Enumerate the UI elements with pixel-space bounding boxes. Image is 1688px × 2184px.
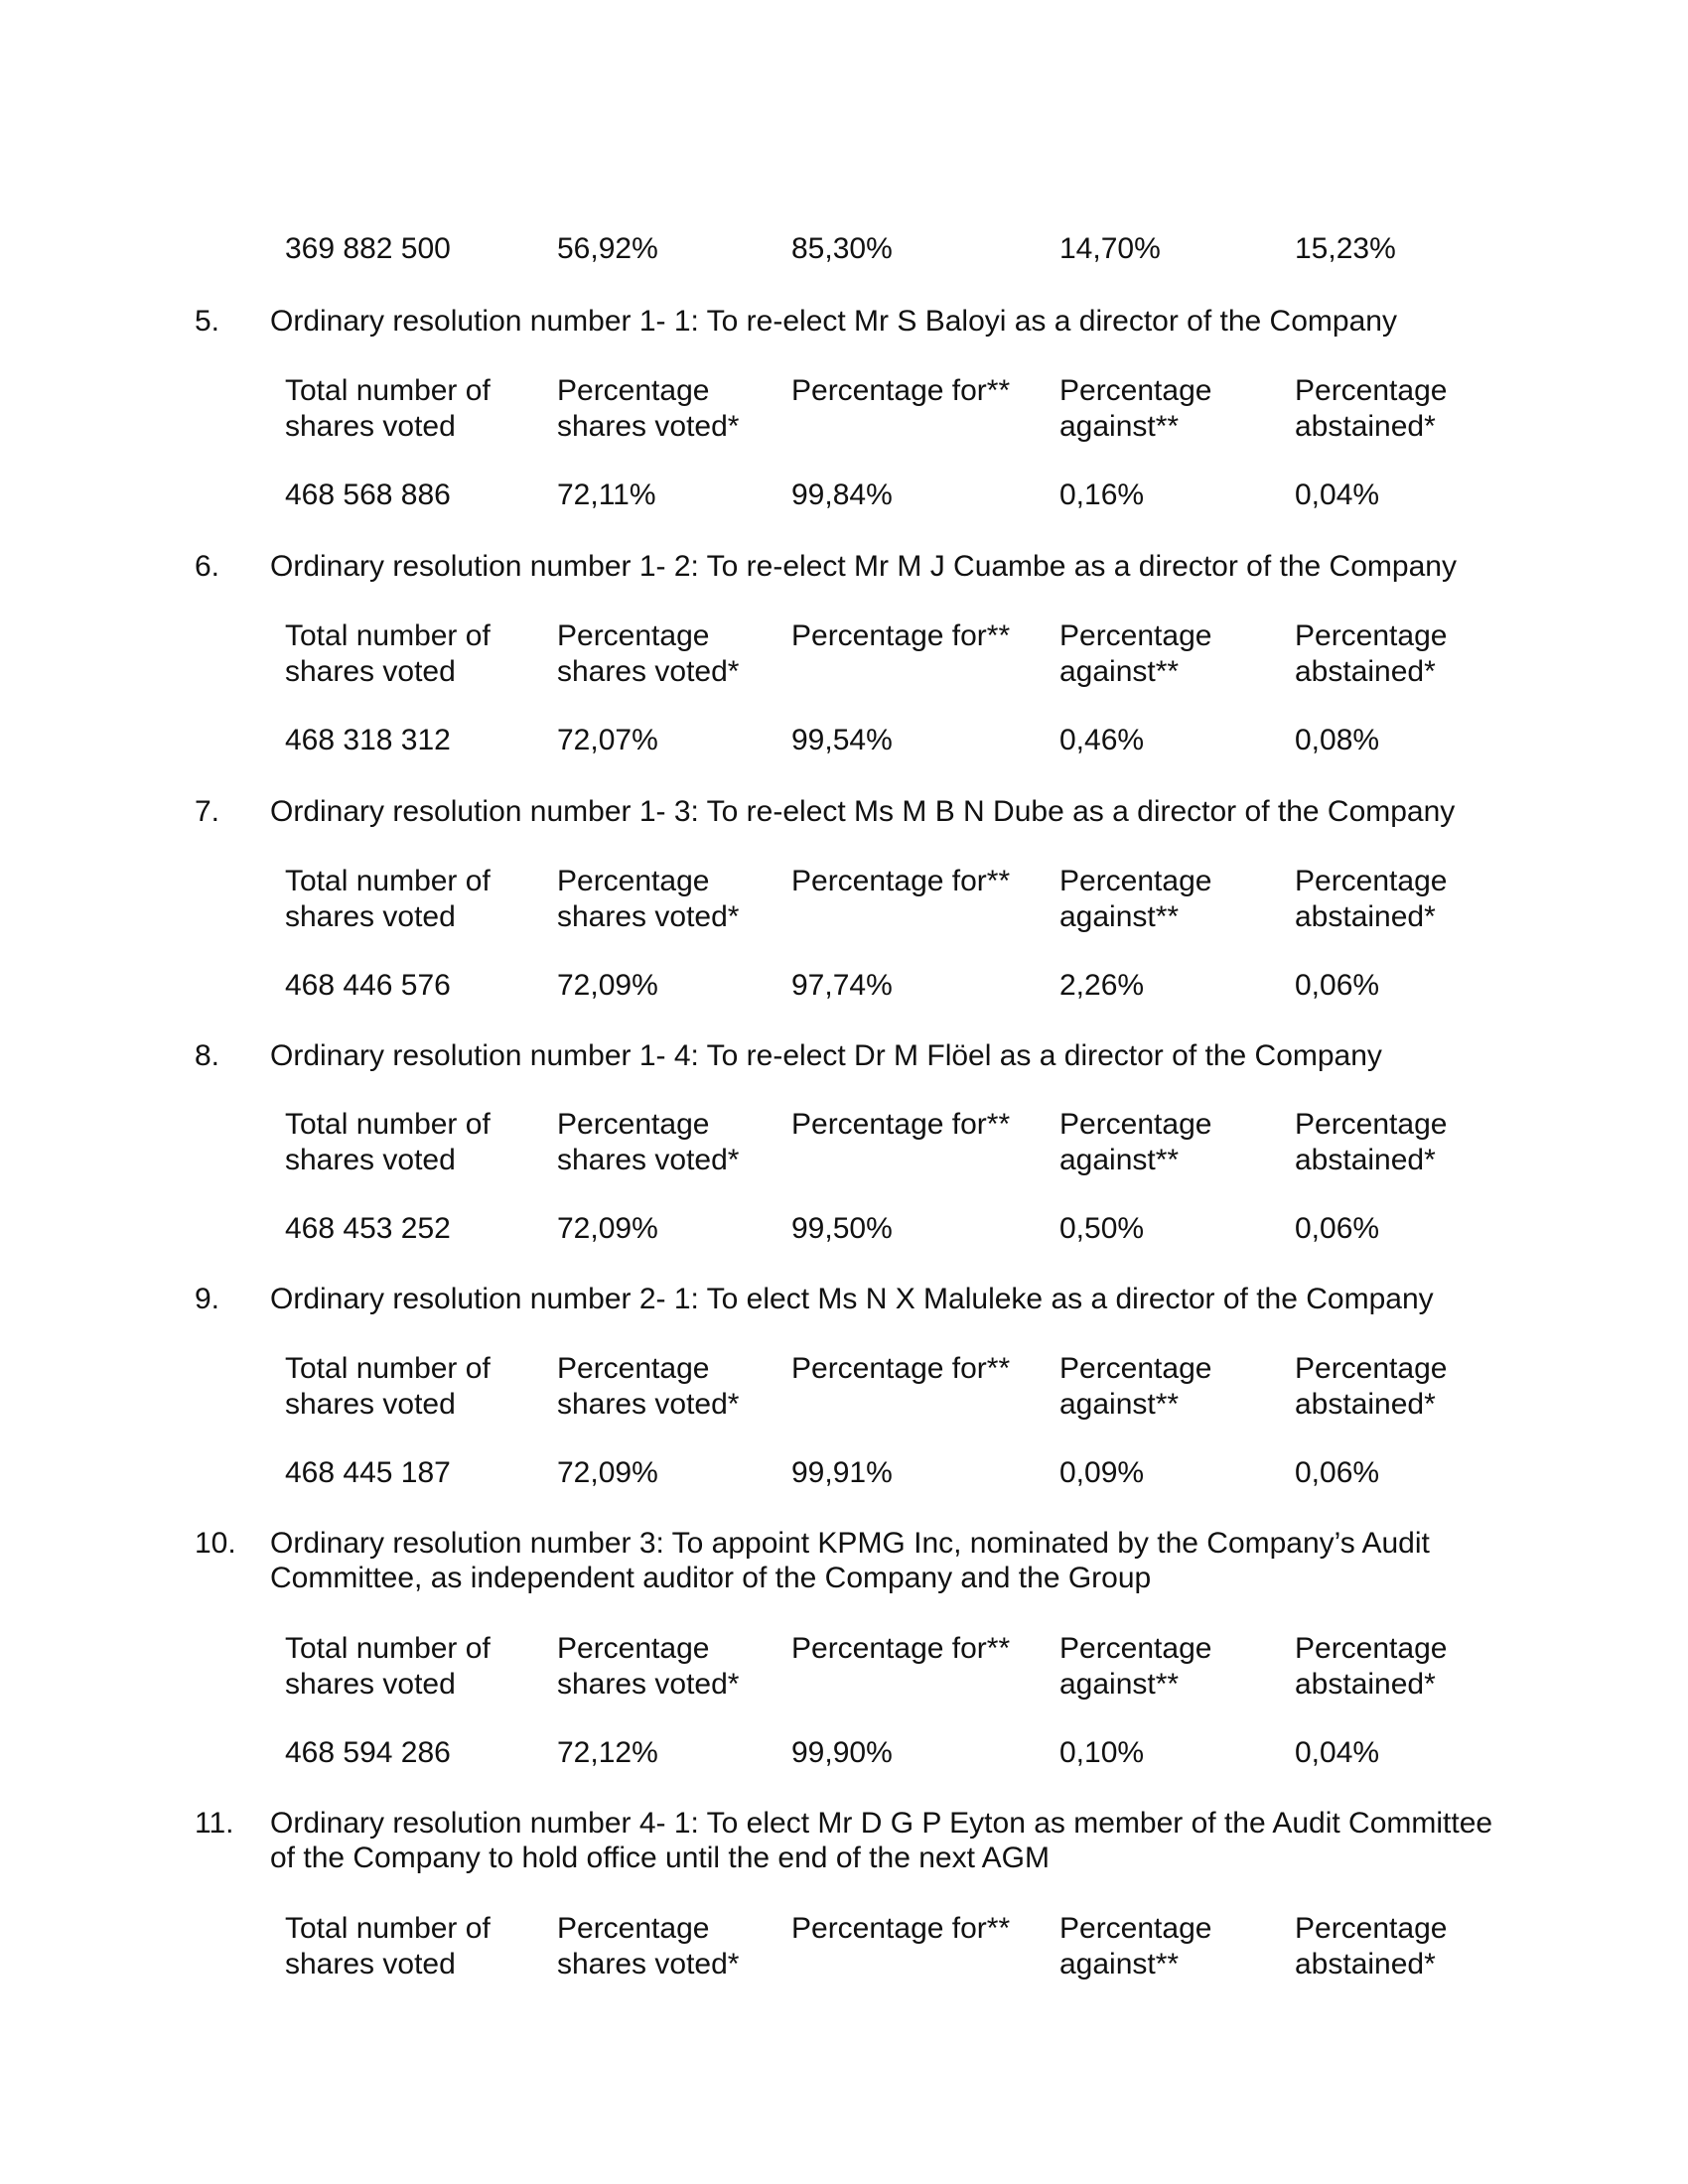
header-percentage-against: Percentage against** xyxy=(1059,865,1212,933)
vote-results-row xyxy=(0,968,1688,1004)
header-percentage-for: Percentage for** xyxy=(791,1108,1011,1141)
header-total-shares: Total number of shares voted xyxy=(285,374,491,443)
header-total-shares: Total number of shares voted xyxy=(285,1352,491,1421)
vote-header-row xyxy=(0,373,1688,445)
percentage-abstained: 0,04% xyxy=(1295,1736,1380,1769)
header-percentage-against: Percentage against** xyxy=(1059,1632,1212,1701)
percentage-against: 14,70% xyxy=(1059,232,1161,265)
percentage-shares-voted: 72,09% xyxy=(557,1456,658,1489)
header-total-shares: Total number of shares voted xyxy=(285,1632,491,1701)
percentage-against: 0,50% xyxy=(1059,1212,1145,1245)
percentage-shares-voted: 56,92% xyxy=(557,232,658,265)
header-percentage-for: Percentage for** xyxy=(791,1912,1011,1945)
header-percentage-against: Percentage against** xyxy=(1059,374,1212,443)
total-shares-voted: 468 445 187 xyxy=(285,1456,451,1489)
vote-results-row xyxy=(0,1211,1688,1247)
header-percentage-abstained: Percentage abstained* xyxy=(1295,619,1448,688)
resolution-title-line-2: of the Company to hold office until the end of the next AGM xyxy=(270,1842,1050,1874)
resolution-title: Ordinary resolution number 2- 1: To elect Ms N X Maluleke as a director of the Company xyxy=(270,1283,1434,1315)
total-shares-voted: 468 318 312 xyxy=(285,724,451,756)
percentage-abstained: 0,08% xyxy=(1295,724,1380,756)
resolution-number: 8. xyxy=(195,1039,220,1072)
total-shares-voted: 468 453 252 xyxy=(285,1212,451,1245)
percentage-shares-voted: 72,07% xyxy=(557,724,658,756)
header-percentage-abstained: Percentage abstained* xyxy=(1295,1632,1448,1701)
header-percentage-abstained: Percentage abstained* xyxy=(1295,1352,1448,1421)
total-shares-voted: 468 446 576 xyxy=(285,969,451,1002)
header-percentage-voted: Percentage shares voted* xyxy=(557,865,740,933)
header-total-shares: Total number of shares voted xyxy=(285,1108,491,1176)
header-percentage-for: Percentage for** xyxy=(791,619,1011,652)
resolution-number: 9. xyxy=(195,1283,220,1315)
percentage-against: 2,26% xyxy=(1059,969,1145,1002)
header-percentage-voted: Percentage shares voted* xyxy=(557,1912,740,1980)
header-percentage-abstained: Percentage abstained* xyxy=(1295,1108,1448,1176)
vote-header-row xyxy=(0,1911,1688,1982)
percentage-for: 85,30% xyxy=(791,232,893,265)
header-percentage-voted: Percentage shares voted* xyxy=(557,374,740,443)
resolution-number: 5. xyxy=(195,305,220,338)
header-percentage-for: Percentage for** xyxy=(791,1632,1011,1665)
percentage-abstained: 0,06% xyxy=(1295,1212,1380,1245)
resolution-title-line-1: Ordinary resolution number 4- 1: To elect Mr D G P Eyton as member of the Audit Committee xyxy=(270,1807,1493,1840)
header-percentage-abstained: Percentage abstained* xyxy=(1295,865,1448,933)
resolution-title: Ordinary resolution number 1- 1: To re-elect Mr S Baloyi as a director of the Company xyxy=(270,305,1397,338)
percentage-against: 0,16% xyxy=(1059,478,1145,511)
percentage-against: 0,10% xyxy=(1059,1736,1145,1769)
header-percentage-against: Percentage against** xyxy=(1059,1352,1212,1421)
vote-header-row xyxy=(0,1351,1688,1423)
vote-header-row xyxy=(0,1631,1688,1703)
percentage-for: 99,91% xyxy=(791,1456,893,1489)
resolution-title-line-2: Committee, as independent auditor of the Company and the Group xyxy=(270,1562,1152,1594)
header-percentage-voted: Percentage shares voted* xyxy=(557,619,740,688)
resolution-title: Ordinary resolution number 1- 3: To re-elect Ms M B N Dube as a director of the Company xyxy=(270,795,1456,828)
header-percentage-against: Percentage against** xyxy=(1059,619,1212,688)
percentage-for: 99,50% xyxy=(791,1212,893,1245)
total-shares-voted: 468 568 886 xyxy=(285,478,451,511)
resolution-title: Ordinary resolution number 1- 4: To re-elect Dr M Flöel as a director of the Company xyxy=(270,1039,1382,1072)
vote-results-row xyxy=(0,1455,1688,1491)
resolution-title: Ordinary resolution number 1- 2: To re-elect Mr M J Cuambe as a director of the Company xyxy=(270,550,1457,583)
percentage-shares-voted: 72,12% xyxy=(557,1736,658,1769)
header-total-shares: Total number of shares voted xyxy=(285,865,491,933)
vote-results-row xyxy=(0,231,1688,267)
header-percentage-abstained: Percentage abstained* xyxy=(1295,374,1448,443)
total-shares-voted: 468 594 286 xyxy=(285,1736,451,1769)
percentage-for: 99,90% xyxy=(791,1736,893,1769)
header-percentage-voted: Percentage shares voted* xyxy=(557,1352,740,1421)
header-percentage-for: Percentage for** xyxy=(791,865,1011,897)
header-percentage-against: Percentage against** xyxy=(1059,1912,1212,1980)
percentage-abstained: 0,06% xyxy=(1295,1456,1380,1489)
percentage-abstained: 0,06% xyxy=(1295,969,1380,1002)
header-percentage-for: Percentage for** xyxy=(791,374,1011,407)
header-percentage-against: Percentage against** xyxy=(1059,1108,1212,1176)
header-total-shares: Total number of shares voted xyxy=(285,619,491,688)
header-percentage-voted: Percentage shares voted* xyxy=(557,1632,740,1701)
header-percentage-voted: Percentage shares voted* xyxy=(557,1108,740,1176)
vote-header-row xyxy=(0,618,1688,690)
percentage-abstained: 15,23% xyxy=(1295,232,1396,265)
percentage-against: 0,09% xyxy=(1059,1456,1145,1489)
percentage-for: 99,84% xyxy=(791,478,893,511)
header-percentage-abstained: Percentage abstained* xyxy=(1295,1912,1448,1980)
percentage-against: 0,46% xyxy=(1059,724,1145,756)
vote-results-row xyxy=(0,478,1688,513)
vote-results-row xyxy=(0,723,1688,758)
resolution-title-line-1: Ordinary resolution number 3: To appoint KPMG Inc, nominated by the Company’s Audit xyxy=(270,1527,1430,1560)
resolution-number: 10. xyxy=(195,1527,236,1560)
resolution-number: 11. xyxy=(195,1807,234,1840)
resolution-number: 7. xyxy=(195,795,220,828)
percentage-for: 99,54% xyxy=(791,724,893,756)
percentage-for: 97,74% xyxy=(791,969,893,1002)
vote-results-row xyxy=(0,1735,1688,1771)
header-percentage-for: Percentage for** xyxy=(791,1352,1011,1385)
percentage-shares-voted: 72,09% xyxy=(557,969,658,1002)
vote-header-row xyxy=(0,1107,1688,1178)
resolution-number: 6. xyxy=(195,550,220,583)
percentage-abstained: 0,04% xyxy=(1295,478,1380,511)
total-shares-voted: 369 882 500 xyxy=(285,232,451,265)
header-total-shares: Total number of shares voted xyxy=(285,1912,491,1980)
percentage-shares-voted: 72,09% xyxy=(557,1212,658,1245)
percentage-shares-voted: 72,11% xyxy=(557,478,656,511)
vote-header-row xyxy=(0,864,1688,935)
